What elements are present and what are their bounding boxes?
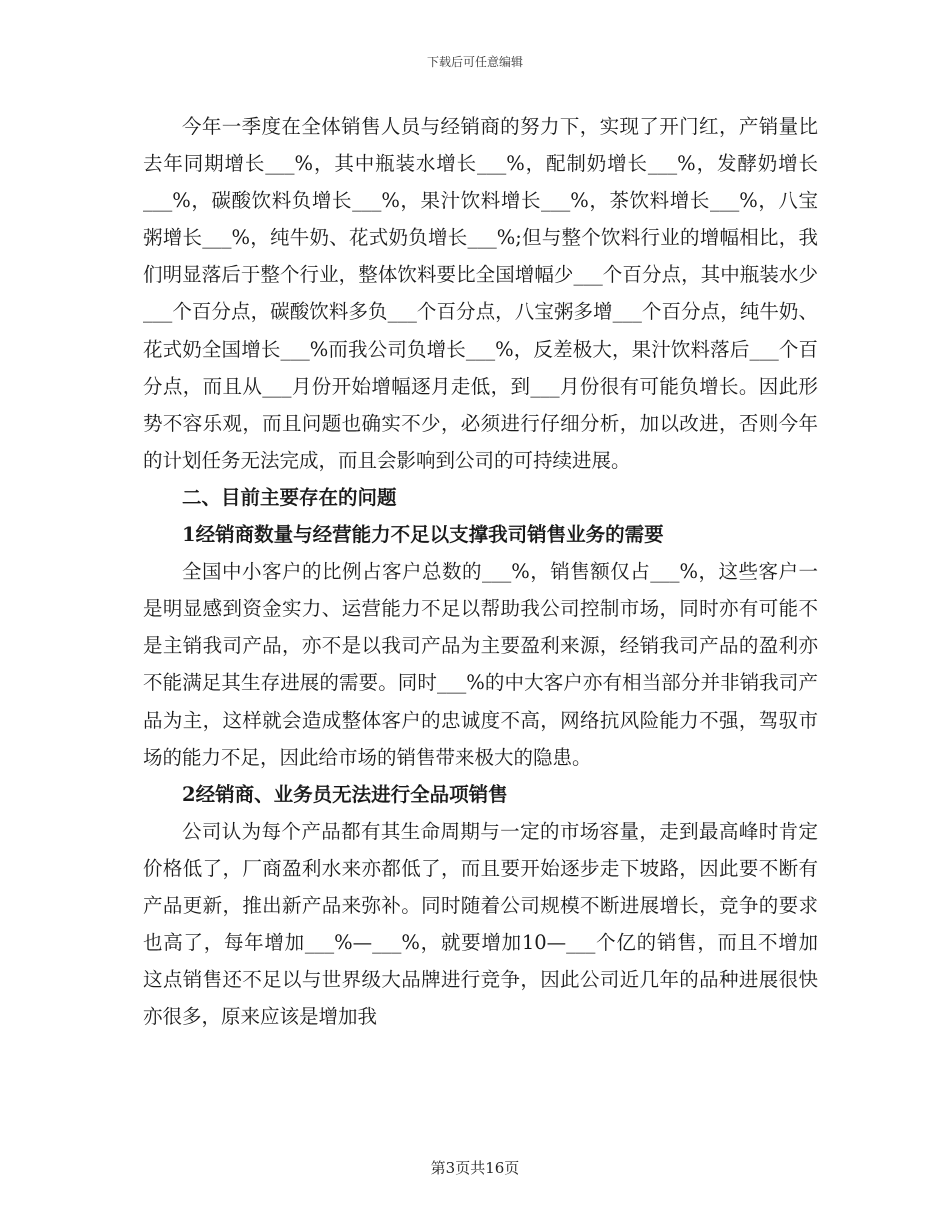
document-body [143,108,818,1035]
subheading-full-range-sales: 2经销商、业务员无法进行全品项销售 [182,782,508,806]
paragraph-dealer-capacity: 全国中小客户的比例占客户总数的___%，销售额仅占___%，这些客户一是明显感到资金实力、运营能力不足以帮助我公司控制市场，同时亦有可能不是主销我司产品，亦不是以我司产品为主要盈利来源，经销我司产品的盈利亦不能满足其生存进展的需要。同时___%的中大客户亦有相当部分并非销我司产品为主，这样就会造成整体客户的忠诚度不高，网络抗风险能力不强，驾驭市场的能力不足，因此给市场的销售带来极大的隐患。 [143,560,818,769]
paragraph-full-range-sales: 公司认为每个产品都有其生命周期与一定的市场容量，走到最高峰时肯定价格低了，厂商盈利水来亦都低了，而且要开始逐步走下坡路，因此要不断有产品更新，推出新产品来弥补。同时随着公司规模不断进展增长，竞争的要求也高了，每年增加___%—___%，就要增加10—___个亿的销售，而且不增加这点销售还不足以与世界级大品牌进行竞争，因此公司近几年的品种进展很快亦很多，原来应该是增加我 [143,819,818,1029]
page-number: 第3页共16页 [430,1159,520,1177]
section-heading-problems: 二、目前主要存在的问题 [182,485,397,509]
subheading-dealer-capacity: 1经销商数量与经营能力不足以支撑我司销售业务的需要 [182,523,664,547]
page-header: 下载后可任意编辑 [426,55,523,69]
paragraph-q1-summary: 今年一季度在全体销售人员与经销商的努力下，实现了开门红，产销量比去年同期增长___%，其中瓶装水增长___%，配制奶增长___%，发酵奶增长___%，碳酸饮料负增长___%，果汁饮料增长___%，茶饮料增长___%，八宝粥增长___%，纯牛奶、花式奶负增长___%;但与整个饮料行业的增幅相比，我们明显落后于整个行业，整体饮料要比全国增幅少___个百分点，其中瓶装水少___个百分点，碳酸饮料多负___个百分点，八宝粥多增___个百分点，纯牛奶、花式奶全国增长___%而我公司负增长___%，反差极大，果汁饮料落后___个百分点，而且从___月份开始增幅逐月走低，到___月份很有可能负增长。因此形势不容乐观，而且问题也确实不少，必须进行仔细分析，加以改进，否则今年的计划任务无法完成，而且会影响到公司的可持续进展。 [143,115,818,472]
